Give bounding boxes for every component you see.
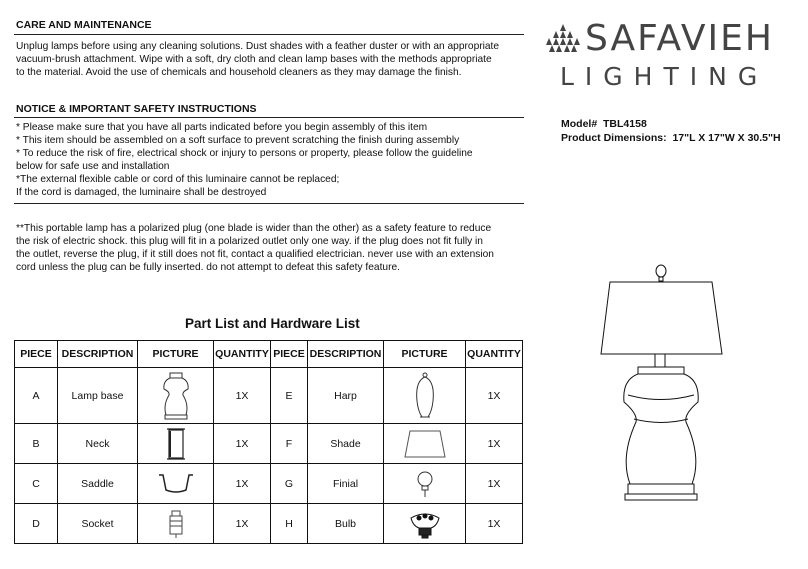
description-cell: Finial bbox=[308, 464, 384, 504]
quantity-cell: 1X bbox=[214, 424, 271, 464]
piece-cell: G bbox=[271, 464, 308, 504]
safety-line: *The external flexible cable or cord of this luminaire cannot be replaced; bbox=[16, 174, 340, 185]
safety-line: * To reduce the risk of fire, electrical shock or injury to persons or property, please follow the guideline bbox=[16, 148, 473, 159]
piece-cell: A bbox=[15, 368, 58, 424]
description-cell: Saddle bbox=[58, 464, 138, 504]
plug-notice bbox=[16, 222, 494, 274]
piece-cell: C bbox=[15, 464, 58, 504]
table-row bbox=[15, 504, 523, 544]
safety-text bbox=[16, 121, 473, 199]
safavieh-logo-icon bbox=[543, 22, 583, 56]
quantity-cell: 1X bbox=[466, 368, 523, 424]
header-picture: PICTURE bbox=[138, 341, 214, 368]
quantity-cell: 1X bbox=[214, 504, 271, 544]
dimensions-line bbox=[561, 132, 781, 144]
safety-line: below for safe use and installation bbox=[16, 161, 170, 172]
piece-cell: B bbox=[15, 424, 58, 464]
description-cell: Socket bbox=[58, 504, 138, 544]
description-cell: Bulb bbox=[308, 504, 384, 544]
saddle-icon bbox=[156, 472, 196, 496]
picture-cell bbox=[138, 464, 214, 504]
safety-line: If the cord is damaged, the luminaire shall be destroyed bbox=[16, 187, 267, 198]
safety-line: * This item should be assembled on a soft surface to prevent scratching the finish during assembly bbox=[16, 135, 460, 146]
dimensions-value: 17"L X 17"W X 30.5"H bbox=[672, 132, 781, 144]
picture-cell bbox=[384, 424, 466, 464]
harp-icon bbox=[410, 371, 440, 421]
quantity-cell: 1X bbox=[466, 424, 523, 464]
brand-sub: LIGHTING bbox=[560, 62, 769, 91]
header-description: DESCRIPTION bbox=[58, 341, 138, 368]
header-picture: PICTURE bbox=[384, 341, 466, 368]
description-cell: Lamp base bbox=[58, 368, 138, 424]
parts-title: Part List and Hardware List bbox=[185, 316, 360, 331]
brand-name: SAFAVIEH bbox=[585, 18, 774, 59]
finial-icon bbox=[415, 470, 435, 498]
lamp-illustration bbox=[598, 262, 728, 532]
bulb-icon bbox=[407, 508, 443, 540]
picture-cell bbox=[384, 368, 466, 424]
model-number: TBL4158 bbox=[603, 118, 647, 130]
table-row bbox=[15, 368, 523, 424]
safety-rule bbox=[14, 117, 524, 118]
header-description: DESCRIPTION bbox=[308, 341, 384, 368]
header-quantity: QUANTITY bbox=[214, 341, 271, 368]
model-line bbox=[561, 118, 647, 130]
plug-line: the outlet, reverse the plug, if it still does not fit, contact a qualified electrician. never use with an extension bbox=[16, 249, 494, 260]
dimensions-label: Product Dimensions: bbox=[561, 132, 667, 144]
quantity-cell: 1X bbox=[466, 504, 523, 544]
piece-cell: F bbox=[271, 424, 308, 464]
quantity-cell: 1X bbox=[466, 464, 523, 504]
header-piece: PIECE bbox=[15, 341, 58, 368]
neck-icon bbox=[164, 427, 188, 461]
header-quantity: QUANTITY bbox=[466, 341, 523, 368]
safety-bottom-rule bbox=[14, 203, 524, 204]
care-heading: CARE AND MAINTENANCE bbox=[16, 19, 152, 31]
header-piece: PIECE bbox=[271, 341, 308, 368]
picture-cell bbox=[138, 504, 214, 544]
plug-line: **This portable lamp has a polarized plug (one blade is wider than the other) as a safety feature to reduce bbox=[16, 223, 492, 234]
care-text bbox=[16, 40, 499, 79]
description-cell: Neck bbox=[58, 424, 138, 464]
quantity-cell: 1X bbox=[214, 464, 271, 504]
care-line: to the material. Avoid the use of chemicals and household cleaners as they may damage the finish. bbox=[16, 67, 462, 78]
care-line: vacuum-brush attachment. Wipe with a soft, dry cloth and clean lamp bases with the methods appropriate bbox=[16, 54, 492, 65]
parts-header-row bbox=[15, 341, 523, 368]
plug-line: the risk of electric shock. this plug will fit in a polarized outlet only one way. if the plug does not fit fully in bbox=[16, 236, 483, 247]
parts-table bbox=[14, 340, 523, 544]
table-row bbox=[15, 424, 523, 464]
description-cell: Harp bbox=[308, 368, 384, 424]
quantity-cell: 1X bbox=[214, 368, 271, 424]
shade-icon bbox=[402, 428, 448, 460]
plug-line: cord unless the plug can be fully inserted. do not attempt to defeat this safety feature. bbox=[16, 262, 400, 273]
picture-cell bbox=[384, 464, 466, 504]
safety-line: * Please make sure that you have all parts indicated before you begin assembly of this item bbox=[16, 122, 428, 133]
socket-icon bbox=[167, 509, 185, 539]
picture-cell bbox=[138, 424, 214, 464]
model-label: Model# bbox=[561, 118, 598, 130]
picture-cell bbox=[138, 368, 214, 424]
care-line: Unplug lamps before using any cleaning solutions. Dust shades with a feather duster or with an appropriate bbox=[16, 41, 500, 52]
piece-cell: H bbox=[271, 504, 308, 544]
piece-cell: E bbox=[271, 368, 308, 424]
care-rule bbox=[14, 34, 524, 35]
lamp-base-icon bbox=[161, 371, 191, 421]
description-cell: Shade bbox=[308, 424, 384, 464]
picture-cell bbox=[384, 504, 466, 544]
safety-heading: NOTICE & IMPORTANT SAFETY INSTRUCTIONS bbox=[16, 103, 257, 115]
piece-cell: D bbox=[15, 504, 58, 544]
table-row bbox=[15, 464, 523, 504]
